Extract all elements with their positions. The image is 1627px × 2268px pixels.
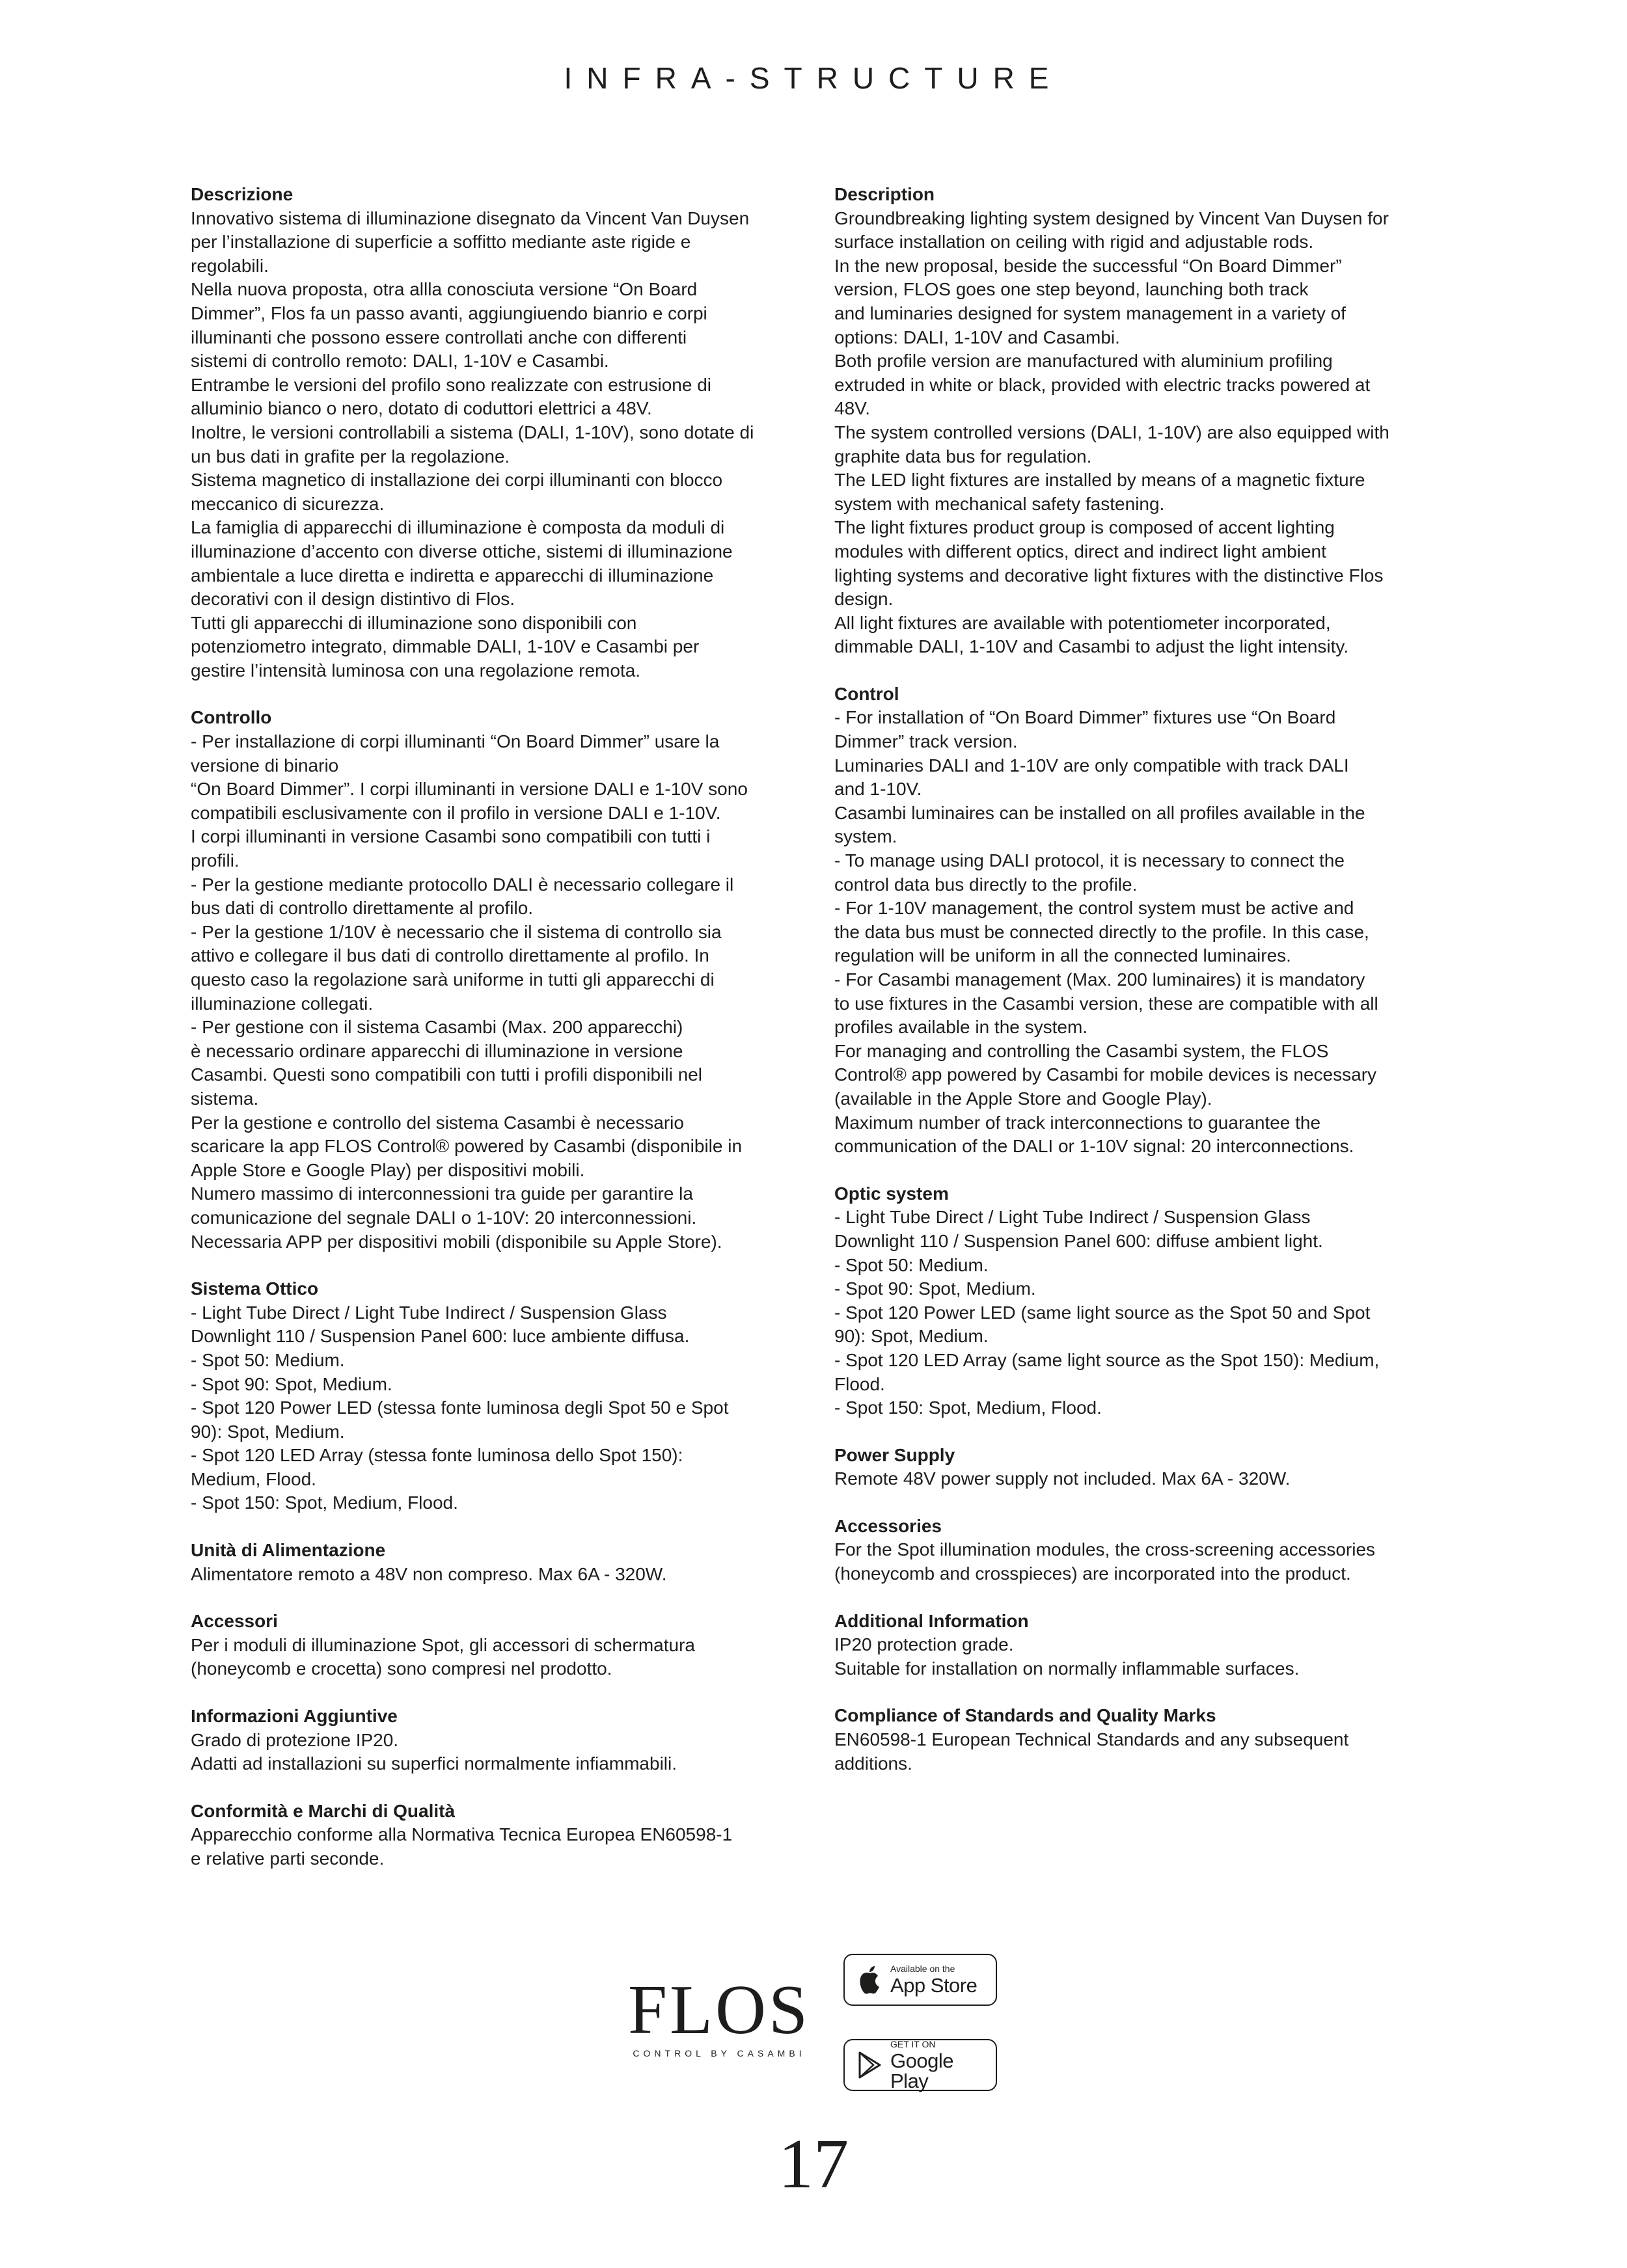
italian-text-line: profili. (191, 850, 239, 871)
italian-text-line: Numero massimo di interconnessioni tra guide per garantire la (191, 1183, 693, 1204)
logo-subtitle: CONTROL BY CASAMBI (633, 2048, 806, 2059)
english-text-line: control data bus directly to the profile. (834, 874, 1138, 895)
italian-text-line: Entrambe le versioni del profilo sono realizzate con estrusione di (191, 374, 711, 395)
english-text-line: 48V. (834, 398, 871, 419)
italian-text-line: bus dati di controllo direttamente al profilo. (191, 898, 534, 919)
italian-text-line: sistemi di controllo remoto: DALI, 1-10V e Casambi. (191, 351, 609, 371)
italian-text-line: per l’installazione di superficie a soffitto mediante aste rigide e (191, 232, 691, 252)
italian-text-line: alluminio bianco o nero, dotato di coduttori elettrici a 48V. (191, 398, 652, 419)
italian-text-line: Necessaria APP per dispositivi mobili (disponibile su Apple Store). (191, 1231, 722, 1252)
italian-text-line: La famiglia di apparecchi di illuminazione è composta da moduli di (191, 517, 725, 538)
english-section (834, 1704, 1443, 1775)
italian-section (191, 1800, 799, 1871)
english-section (834, 1610, 1443, 1681)
page-number: 17 (778, 2126, 849, 2203)
english-column (834, 183, 1443, 1799)
italian-text-line: sistema. (191, 1088, 259, 1109)
italian-text-line: attivo e collegare il bus dati di controllo direttamente al profilo. In (191, 945, 709, 966)
english-section-heading: Accessories (834, 1515, 942, 1536)
apple-icon (858, 1965, 882, 1995)
english-text-line: - For installation of “On Board Dimmer” fixtures use “On Board (834, 707, 1336, 728)
italian-text-line: Tutti gli apparecchi di illuminazione sono disponibili con (191, 612, 637, 633)
italian-text-line: decorativi con il design distintivo di Flos. (191, 589, 515, 610)
app-store-small-text: Available on the (890, 1964, 955, 1974)
italian-text-line: Apple Store e Google Play) per dispositivi mobili. (191, 1159, 585, 1180)
english-text-line: - Spot 120 Power LED (same light source as the Spot 50 and Spot (834, 1302, 1371, 1323)
english-text-line: options: DALI, 1-10V and Casambi. (834, 327, 1120, 347)
logo-wordmark: FLOS (627, 1971, 811, 2049)
italian-text-line: Grado di protezione IP20. (191, 1729, 399, 1750)
english-text-line: In the new proposal, beside the successful “On Board Dimmer” (834, 255, 1342, 276)
italian-text-line: potenziometro integrato, dimmable DALI, 1-10V e Casambi per (191, 636, 700, 657)
italian-text-line: - Per la gestione 1/10V è necessario che il sistema di controllo sia (191, 921, 722, 942)
italian-text-line: scaricare la app FLOS Control® powered by Casambi (disponibile in (191, 1136, 743, 1157)
english-text-line: Dimmer” track version. (834, 731, 1018, 752)
english-text-line: Maximum number of track interconnections to guarantee the (834, 1112, 1321, 1133)
italian-text-line: Per la gestione e controllo del sistema Casambi è necessario (191, 1112, 684, 1133)
italian-text-line: - Spot 150: Spot, Medium, Flood. (191, 1492, 458, 1513)
english-section-heading: Compliance of Standards and Quality Marks (834, 1705, 1216, 1726)
english-text-line: Both profile version are manufactured with aluminium profiling (834, 351, 1333, 371)
english-text-line: - Spot 90: Spot, Medium. (834, 1278, 1036, 1299)
english-text-line: Remote 48V power supply not included. Max 6A - 320W. (834, 1468, 1291, 1489)
page-title: INFRA-STRUCTURE (564, 61, 1063, 95)
italian-text-line: (honeycomb e crocetta) sono compresi nel prodotto. (191, 1658, 612, 1679)
italian-text-line: illuminazione collegati. (191, 993, 374, 1014)
english-section-heading: Description (834, 184, 935, 204)
app-store-big-text: App Store (890, 1974, 978, 1997)
english-text-line: communication of the DALI or 1-10V signal: 20 interconnections. (834, 1136, 1354, 1157)
italian-text-line: - Per la gestione mediante protocollo DALI è necessario collegare il (191, 874, 734, 895)
italian-text-line: versione di binario (191, 755, 339, 776)
italian-text-line: un bus dati in grafite per la regolazione. (191, 446, 510, 466)
english-text-line: - For 1-10V management, the control system must be active and (834, 898, 1354, 919)
italian-text-line: ambientale a luce diretta e indiretta e apparecchi di illuminazione (191, 565, 714, 586)
english-section (834, 1515, 1443, 1586)
english-text-line: - To manage using DALI protocol, it is necessary to connect the (834, 850, 1345, 871)
italian-text-line: - Spot 120 LED Array (stessa fonte luminosa dello Spot 150): (191, 1445, 683, 1466)
italian-section (191, 706, 799, 1254)
english-text-line: version, FLOS goes one step beyond, launching both track (834, 279, 1309, 300)
italian-text-line: - Per gestione con il sistema Casambi (Max. 200 apparecchi) (191, 1017, 683, 1038)
italian-text-line: gestire l’intensità luminosa con una regolazione remota. (191, 660, 641, 681)
english-text-line: system with mechanical safety fastening. (834, 493, 1165, 514)
italian-text-line: Dimmer”, Flos fa un passo avanti, aggiungiuendo bianrio e corpi (191, 303, 707, 323)
italian-section-heading: Unità di Alimentazione (191, 1540, 386, 1561)
google-play-small-text: GET IT ON (890, 2038, 936, 2049)
english-text-line: system. (834, 826, 897, 847)
italian-text-line: Innovativo sistema di illuminazione disegnato da Vincent Van Duysen (191, 208, 750, 228)
english-section (834, 1444, 1443, 1491)
italian-section (191, 1610, 799, 1681)
english-section-heading: Optic system (834, 1183, 949, 1204)
app-store-badge[interactable] (843, 1954, 997, 2006)
italian-text-line: questo caso la regolazione sarà uniforme in tutti gli apparecchi di (191, 969, 715, 990)
italian-text-line: Nella nuova proposta, otra allla conosciuta versione “On Board (191, 279, 698, 300)
english-text-line: and luminaries designed for system management in a variety of (834, 303, 1346, 323)
italian-text-line: comunicazione del segnale DALI o 1-10V: 20 interconnessioni. (191, 1207, 697, 1228)
english-section (834, 183, 1443, 659)
english-text-line: extruded in white or black, provided with electric tracks powered at (834, 374, 1371, 395)
english-section-heading: Control (834, 683, 899, 704)
italian-text-line: e relative parti seconde. (191, 1848, 385, 1869)
italian-text-line: - Spot 120 Power LED (stessa fonte luminosa degli Spot 50 e Spot (191, 1397, 729, 1418)
english-text-line: For managing and controlling the Casambi system, the FLOS (834, 1040, 1329, 1061)
italian-text-line: illuminazione d’accento con diverse ottiche, sistemi di illuminazione (191, 541, 733, 561)
italian-text-line: - Spot 50: Medium. (191, 1349, 345, 1370)
italian-text-line: Alimentatore remoto a 48V non compreso. Max 6A - 320W. (191, 1563, 667, 1584)
english-text-line: - For Casambi management (Max. 200 luminaires) it is mandatory (834, 969, 1365, 990)
italian-section (191, 1277, 799, 1515)
english-section (834, 1182, 1443, 1420)
google-play-big-text: Google Play (890, 2049, 953, 2092)
english-text-line: 90): Spot, Medium. (834, 1326, 989, 1347)
english-text-line: Luminaries DALI and 1-10V are only compatible with track DALI (834, 755, 1349, 776)
italian-section-heading: Sistema Ottico (191, 1278, 319, 1299)
english-text-line: EN60598-1 European Technical Standards and any subsequent (834, 1729, 1349, 1750)
italian-text-line: è necessario ordinare apparecchi di illuminazione in versione (191, 1040, 683, 1061)
italian-section (191, 1705, 799, 1776)
italian-text-line: Casambi. Questi sono compatibili con tutti i profili disponibili nel (191, 1064, 702, 1085)
english-text-line: Control® app powered by Casambi for mobile devices is necessary (834, 1064, 1377, 1085)
english-text-line: Suitable for installation on normally inflammable surfaces. (834, 1658, 1300, 1679)
english-text-line: to use fixtures in the Casambi version, these are compatible with all (834, 993, 1378, 1014)
italian-text-line: Medium, Flood. (191, 1468, 316, 1489)
english-text-line: The light fixtures product group is composed of accent lighting (834, 517, 1335, 538)
italian-text-line: Sistema magnetico di installazione dei corpi illuminanti con blocco (191, 470, 723, 491)
italian-text-line: “On Board Dimmer”. I corpi illuminanti in versione DALI e 1-10V sono (191, 779, 748, 800)
english-text-line: surface installation on ceiling with rigid and adjustable rods. (834, 232, 1314, 252)
italian-text-line: Inoltre, le versioni controllabili a sistema (DALI, 1-10V), sono dotate di (191, 422, 754, 442)
google-play-badge[interactable] (843, 2039, 997, 2091)
google-play-icon (858, 2051, 882, 2079)
english-text-line: - Spot 120 LED Array (same light source as the Spot 150): Medium, (834, 1349, 1380, 1370)
english-text-line: regulation will be uniform in all the connected luminaires. (834, 945, 1291, 966)
italian-text-line: 90): Spot, Medium. (191, 1421, 345, 1442)
italian-text-line: compatibili esclusivamente con il profilo in versione DALI e 1-10V. (191, 802, 721, 823)
italian-text-line: Per i moduli di illuminazione Spot, gli accessori di schermatura (191, 1634, 696, 1655)
english-text-line: All light fixtures are available with potentiometer incorporated, (834, 612, 1331, 633)
italian-section-heading: Descrizione (191, 184, 294, 204)
italian-text-line: - Spot 90: Spot, Medium. (191, 1373, 392, 1394)
flos-logo (608, 1971, 830, 2059)
english-text-line: graphite data bus for regulation. (834, 446, 1092, 466)
english-text-line: profiles available in the system. (834, 1017, 1088, 1038)
italian-text-line: regolabili. (191, 255, 269, 276)
english-text-line: The system controlled versions (DALI, 1-10V) are also equipped with (834, 422, 1389, 442)
english-text-line: For the Spot illumination modules, the cross-screening accessories (834, 1539, 1376, 1560)
english-text-line: lighting systems and decorative light fixtures with the distinctive Flos (834, 565, 1384, 586)
english-section-heading: Additional Information (834, 1610, 1029, 1631)
italian-section-heading: Informazioni Aggiuntive (191, 1706, 398, 1727)
english-text-line: Casambi luminaires can be installed on all profiles available in the (834, 802, 1365, 823)
english-text-line: - Spot 50: Medium. (834, 1254, 989, 1275)
italian-text-line: Downlight 110 / Suspension Panel 600: luce ambiente diffusa. (191, 1326, 690, 1347)
english-text-line: Downlight 110 / Suspension Panel 600: diffuse ambient light. (834, 1230, 1323, 1251)
english-text-line: - Light Tube Direct / Light Tube Indirect / Suspension Glass (834, 1207, 1311, 1228)
italian-section-heading: Conformità e Marchi di Qualità (191, 1800, 456, 1821)
italian-text-line: Adatti ad installazioni su superfici normalmente infiammabili. (191, 1753, 677, 1774)
english-section (834, 682, 1443, 1159)
italian-text-line: I corpi illuminanti in versione Casambi sono compatibili con tutti i (191, 826, 711, 847)
english-text-line: IP20 protection grade. (834, 1634, 1014, 1655)
english-text-line: - Spot 150: Spot, Medium, Flood. (834, 1397, 1102, 1418)
english-text-line: design. (834, 589, 894, 610)
italian-text-line: illuminanti che possono essere controllati anche con differenti (191, 327, 687, 347)
italian-section-heading: Controllo (191, 707, 272, 728)
italian-text-line: - Light Tube Direct / Light Tube Indirect / Suspension Glass (191, 1302, 667, 1323)
english-section-heading: Power Supply (834, 1444, 955, 1465)
english-text-line: The LED light fixtures are installed by means of a magnetic fixture (834, 470, 1365, 491)
english-text-line: Flood. (834, 1373, 885, 1394)
italian-section-heading: Accessori (191, 1611, 278, 1632)
english-text-line: the data bus must be connected directly to the profile. In this case, (834, 921, 1369, 942)
english-text-line: and 1-10V. (834, 779, 922, 800)
english-text-line: (available in the Apple Store and Google Play). (834, 1088, 1212, 1109)
english-text-line: additions. (834, 1753, 912, 1774)
italian-column (191, 183, 799, 1895)
italian-section (191, 1539, 799, 1586)
english-text-line: dimmable DALI, 1-10V and Casambi to adjust the light intensity. (834, 636, 1349, 657)
italian-text-line: Apparecchio conforme alla Normativa Tecnica Europea EN60598-1 (191, 1824, 733, 1845)
english-text-line: (honeycomb and crosspieces) are incorporated into the product. (834, 1563, 1351, 1584)
italian-text-line: - Per installazione di corpi illuminanti “On Board Dimmer” usare la (191, 731, 720, 752)
italian-section (191, 183, 799, 682)
italian-text-line: meccanico di sicurezza. (191, 493, 385, 514)
english-text-line: Groundbreaking lighting system designed by Vincent Van Duysen for (834, 208, 1389, 228)
english-text-line: modules with different optics, direct and indirect light ambient (834, 541, 1326, 561)
